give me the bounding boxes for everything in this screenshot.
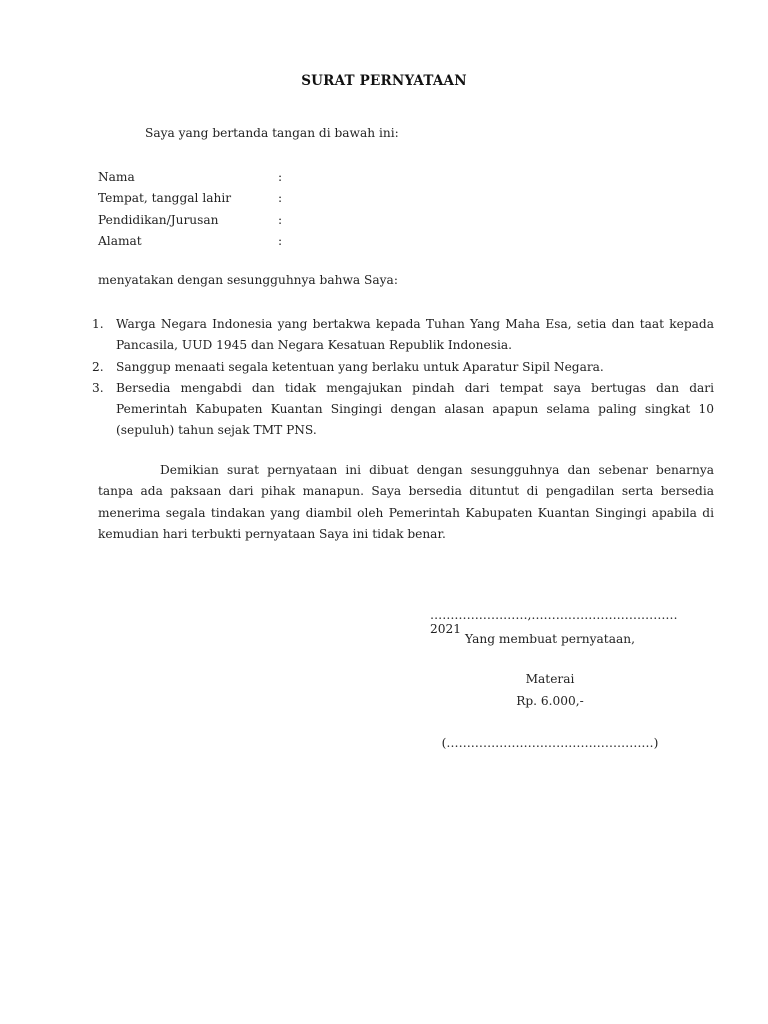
field-colon: :: [278, 191, 283, 206]
point-number: 2.: [92, 359, 104, 374]
field-colon: :: [278, 233, 283, 248]
signature-maker-label: Yang membuat pernyataan,: [465, 632, 635, 646]
field-colon: :: [278, 212, 283, 227]
field-label: Pendidikan/Jurusan: [98, 212, 219, 227]
statement-points: [92, 314, 714, 442]
field-row-tempat-tanggal-lahir: [98, 188, 498, 209]
field-label: Tempat, tanggal lahir: [98, 191, 232, 206]
field-colon: :: [278, 170, 283, 184]
list-item: [92, 378, 714, 442]
materai-amount: Rp. 6.000,-: [516, 694, 584, 708]
intro-text: Saya yang bertanda tangan di bawah ini:: [145, 126, 399, 140]
list-item: [92, 314, 714, 357]
signature-name-line: (……………………………………………): [441, 736, 659, 750]
document-title: SURAT PERNYATAAN: [301, 73, 467, 89]
materai-label: Materai: [525, 672, 575, 686]
field-row-pendidikan-jurusan: [98, 210, 498, 231]
point-number: 3.: [92, 380, 104, 395]
point-text: Warga Negara Indonesia yang bertakwa kepada Tuhan Yang Maha Esa, setia dan taat kepada Pancasila, UUD 1945 dan Negara Kesatuan Republik Indonesia.: [116, 317, 714, 353]
point-text: Sanggup menaati segala ketentuan yang berlaku untuk Aparatur Sipil Negara.: [116, 359, 604, 374]
point-text: Bersedia mengabdi dan tidak mengajukan pindah dari tempat saya bertugas dan dari Pemerintah Kabupaten Kuantan Singingi dengan alasan apapun selama paling singkat 10 (sepuluh) tahun sejak TMT PNS.: [116, 380, 714, 438]
closing-paragraph: Demikian surat pernyataan ini dibuat dengan sesungguhnya dan sebenar benarnya tanpa ada paksaan dari pihak manapun. Saya bersedia dituntut di pengadilan serta bersedia menerima segala tindakan yang diambil oleh Pemerintah Kabupaten Kuantan Singingi apabila di kemudian hari terbukti pernyataan Saya ini tidak benar.: [98, 463, 714, 541]
field-label: Nama: [98, 170, 135, 184]
field-row-nama: [98, 167, 498, 188]
field-row-alamat: [98, 231, 498, 252]
signature-place-date: ……………………,……………………………… 2021: [430, 608, 678, 636]
field-label: Alamat: [98, 233, 142, 248]
statement-text: menyatakan dengan sesungguhnya bahwa Saya:: [98, 273, 398, 287]
list-item: [92, 357, 714, 378]
identity-fields: [98, 167, 498, 252]
point-number: 1.: [92, 317, 104, 331]
